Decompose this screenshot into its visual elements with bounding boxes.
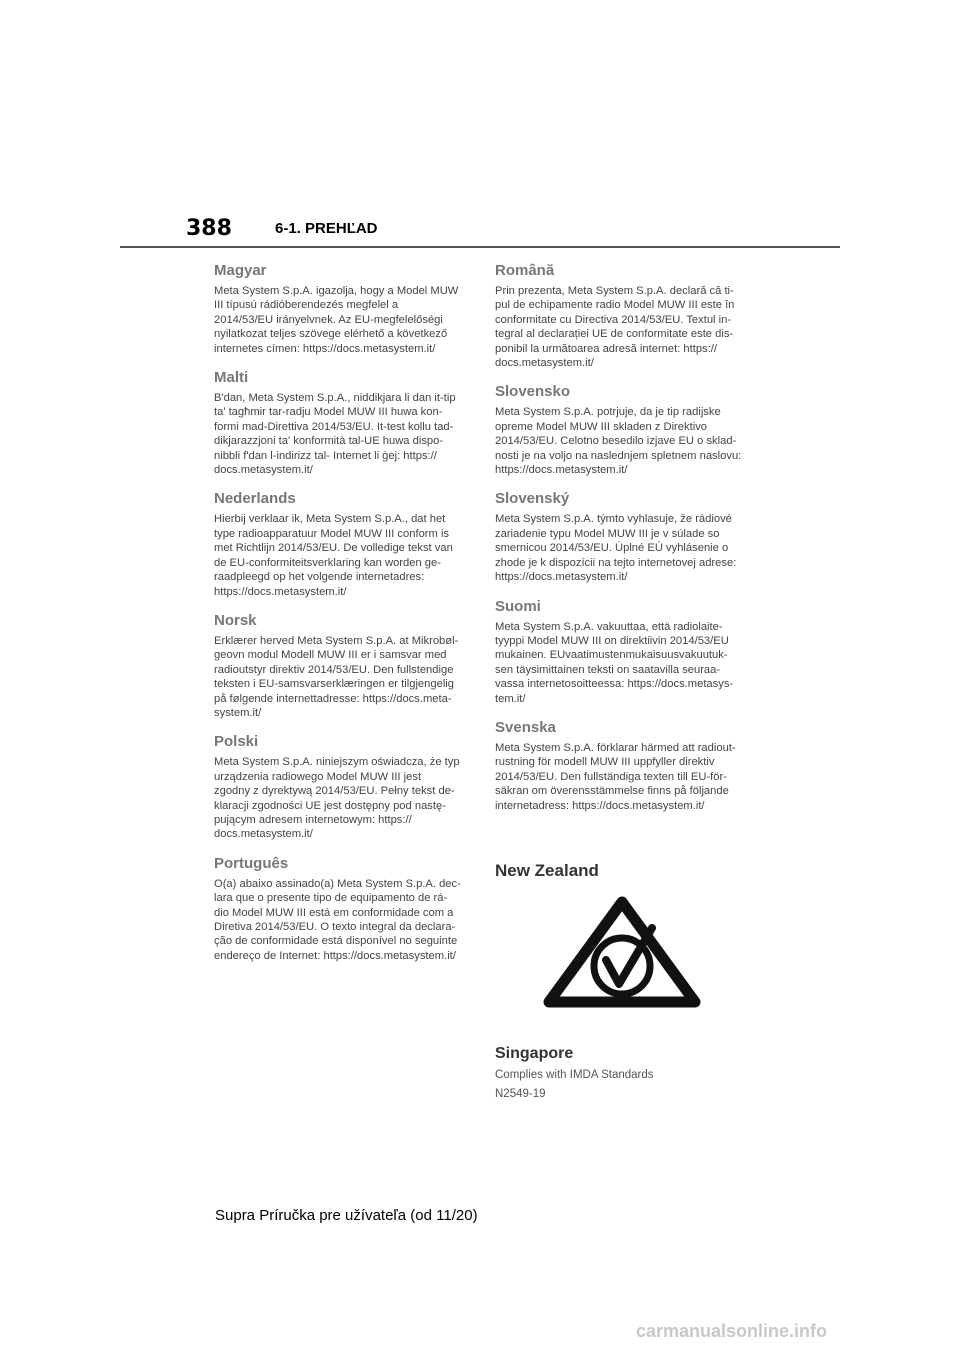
body-line: dikjarazzjoni ta' konformità tal-UE huwa dispo- bbox=[214, 435, 444, 448]
singapore-compliance-text: Complies with IMDA Standards bbox=[495, 1069, 654, 1081]
body-line: conformitate cu Directiva 2014/53/EU. Textul in- bbox=[495, 313, 732, 326]
body-line: Meta System S.p.A. niniejszym oświadcza, że typ bbox=[214, 756, 460, 769]
body-line: pul de echipamente radio Model MUW III este în bbox=[495, 299, 735, 312]
body-line: urządzenia radiowego Model MUW III jest bbox=[214, 770, 422, 783]
body-line: de EU-conformiteitsverklaring kan worden ge- bbox=[214, 556, 441, 569]
section-heading: Svenska bbox=[495, 718, 556, 736]
declaration-section bbox=[214, 733, 466, 841]
body-line: på følgende internettadresse: https://docs.meta- bbox=[214, 692, 452, 705]
body-line: radioutstyr direktiv 2014/53/EU. Den fullstendige bbox=[214, 663, 454, 676]
page-number: 388 bbox=[186, 216, 232, 241]
body-line: säkran om överensstämmelse finns på följande bbox=[495, 785, 729, 798]
body-line: raadpleegd op het volgende internetadres: bbox=[214, 571, 425, 584]
section-body bbox=[214, 755, 466, 841]
body-line: endereço de Internet: https://docs.metasystem.it/ bbox=[214, 949, 456, 962]
new-zealand-heading: New Zealand bbox=[495, 861, 599, 880]
body-line: zhode je k dispozícii na tejto internetovej adrese: bbox=[495, 556, 737, 569]
site-watermark: carmanualsonline.info bbox=[636, 1321, 828, 1341]
body-line: 2014/53/EU. Celotno besedilo izjave EU o sklad- bbox=[495, 435, 737, 448]
body-line: nyilatkozat teljes szövege elérhető a következő bbox=[214, 328, 448, 341]
page-header bbox=[120, 212, 840, 248]
section-body bbox=[214, 877, 466, 963]
body-line: docs.metasystem.it/ bbox=[214, 464, 313, 477]
section-heading: Norsk bbox=[214, 611, 257, 629]
declaration-section bbox=[495, 383, 747, 477]
body-line: tegral al declarației UE de conformitate este dis- bbox=[495, 328, 734, 341]
body-line: lara que o presente tipo de equipamento de rá- bbox=[214, 892, 448, 905]
body-line: https://docs.metasystem.it/ bbox=[495, 571, 628, 584]
body-line: sen täysimittainen teksti on saatavilla seuraa- bbox=[495, 663, 721, 676]
singapore-heading: Singapore bbox=[495, 1045, 574, 1062]
section-body bbox=[214, 391, 466, 477]
body-line: https://docs.metasystem.it/ bbox=[495, 464, 628, 477]
body-line: opreme Model MUW III skladen z Direktivo bbox=[495, 420, 708, 433]
body-line: zariadenie typu Model MUW III je v súlade so bbox=[495, 527, 720, 540]
body-line: teksten i EU-samsvarserklæringen er tilgjengelig bbox=[214, 678, 455, 691]
section-heading: Nederlands bbox=[214, 490, 296, 508]
body-line: type radioapparatuur Model MUW III conform is bbox=[214, 527, 450, 540]
declaration-section bbox=[214, 490, 466, 598]
body-line: formi mad-Direttiva 2014/53/EU. It-test kollu tad- bbox=[214, 420, 454, 433]
section-body bbox=[495, 284, 747, 370]
section-heading: Română bbox=[495, 262, 555, 279]
body-line: nibbli f'dan l-indirizz tal- Internet li ġej: https:// bbox=[214, 449, 437, 462]
body-line: tem.it/ bbox=[495, 692, 526, 705]
right-column bbox=[495, 262, 747, 826]
section-heading: Slovensko bbox=[495, 383, 571, 401]
declaration-section bbox=[495, 490, 747, 584]
body-line: ponibil la următoarea adresă internet: https:// bbox=[495, 342, 718, 355]
body-line: smernicou 2014/53/EU. Úplné EÚ vyhlásenie o bbox=[495, 542, 729, 555]
body-line: Meta System S.p.A. vakuuttaa, että radiolaite- bbox=[495, 620, 723, 633]
body-line: dio Model MUW III está em conformidade com a bbox=[214, 906, 454, 919]
declaration-section bbox=[214, 262, 466, 356]
page-footer: Supra Príručka pre užívateľa (od 11/20) bbox=[215, 1207, 478, 1224]
declaration-section bbox=[495, 598, 747, 706]
section-heading: Slovenský bbox=[495, 490, 570, 508]
section-heading: Malti bbox=[214, 369, 249, 387]
body-line: internetadress: https://docs.metasystem.it/ bbox=[495, 799, 705, 812]
body-line: mukainen. EUvaatimustenmukaisuusvakuutuk- bbox=[495, 649, 728, 662]
body-line: ta' tagħmir tar-radju Model MUW III huwa kon- bbox=[214, 406, 443, 419]
declaration-section bbox=[214, 612, 466, 720]
body-line: Diretiva 2014/53/EU. O texto integral da declara- bbox=[214, 921, 456, 933]
rcm-compliance-mark-icon bbox=[540, 894, 704, 1012]
body-line: internetes címen: https://docs.metasystem.it/ bbox=[214, 342, 436, 355]
body-line: Prin prezenta, Meta System S.p.A. declară că ti- bbox=[495, 285, 734, 297]
body-line: Meta System S.p.A. týmto vyhlasuje, že rádiové bbox=[495, 513, 732, 526]
body-line: Meta System S.p.A. förklarar härmed att radiout- bbox=[495, 741, 736, 754]
body-line: klaracji zgodności UE jest dostępny pod nastę- bbox=[214, 799, 446, 812]
body-line: zgodny z dyrektywą 2014/53/EU. Pełny tekst de- bbox=[214, 785, 455, 798]
section-heading: Português bbox=[214, 854, 289, 872]
body-line: ção de conformidade está disponível no seguinte bbox=[214, 935, 458, 948]
left-column bbox=[214, 262, 466, 976]
section-body bbox=[214, 634, 466, 720]
section-heading: Magyar bbox=[214, 262, 267, 279]
section-heading: Polski bbox=[214, 733, 259, 751]
section-heading: Suomi bbox=[495, 597, 541, 615]
declaration-section bbox=[495, 719, 747, 813]
body-line: vassa internetosoitteessa: https://docs.metasys- bbox=[495, 678, 734, 691]
body-line: nosti je na voljo na naslednjem spletnem naslovu: bbox=[495, 449, 742, 462]
declaration-section bbox=[214, 369, 466, 477]
section-body bbox=[495, 405, 747, 477]
section-body bbox=[495, 620, 747, 706]
body-line: https://docs.metasystem.it/ bbox=[214, 585, 347, 598]
body-line: 2014/53/EU. Den fullständiga texten till EU-för- bbox=[495, 770, 727, 783]
body-line: 2014/53/EU irányelvnek. Az EU-megfelelőségi bbox=[214, 313, 443, 326]
section-body bbox=[214, 512, 466, 598]
body-line: B'dan, Meta System S.p.A., niddikjara li dan it-tip bbox=[214, 392, 456, 405]
body-line: pującym adresem internetowym: https:// bbox=[214, 813, 412, 826]
body-line: Meta System S.p.A. potrjuje, da je tip radijske bbox=[495, 406, 721, 419]
body-line: tyyppi Model MUW III on direktiivin 2014/53/EU bbox=[495, 634, 729, 647]
section-body bbox=[214, 284, 466, 356]
body-line: docs.metasystem.it/ bbox=[495, 357, 594, 370]
body-line: O(a) abaixo assinado(a) Meta System S.p.A. dec- bbox=[214, 877, 461, 890]
chapter-title: 6-1. PREHĽAD bbox=[275, 220, 378, 237]
section-body bbox=[495, 512, 747, 584]
body-line: rustning för modell MUW III uppfyller direktiv bbox=[495, 756, 715, 769]
body-line: Hierbij verklaar ik, Meta System S.p.A., dat het bbox=[214, 513, 446, 526]
body-line: geovn modul Modell MUW III er i samsvar med bbox=[214, 649, 447, 662]
body-line: III típusú rádióberendezés megfelel a bbox=[214, 299, 399, 312]
body-line: docs.metasystem.it/ bbox=[214, 828, 313, 841]
body-line: met Richtlijn 2014/53/EU. De volledige tekst van bbox=[214, 542, 453, 555]
declaration-section bbox=[495, 262, 747, 370]
body-line: Erklærer herved Meta System S.p.A. at Mikrobøl- bbox=[214, 634, 459, 647]
declaration-section bbox=[214, 855, 466, 963]
section-body bbox=[495, 741, 747, 813]
body-line: system.it/ bbox=[214, 706, 262, 719]
body-line: Meta System S.p.A. igazolja, hogy a Model MUW bbox=[214, 285, 459, 297]
singapore-registration-number: N2549-19 bbox=[495, 1088, 546, 1100]
